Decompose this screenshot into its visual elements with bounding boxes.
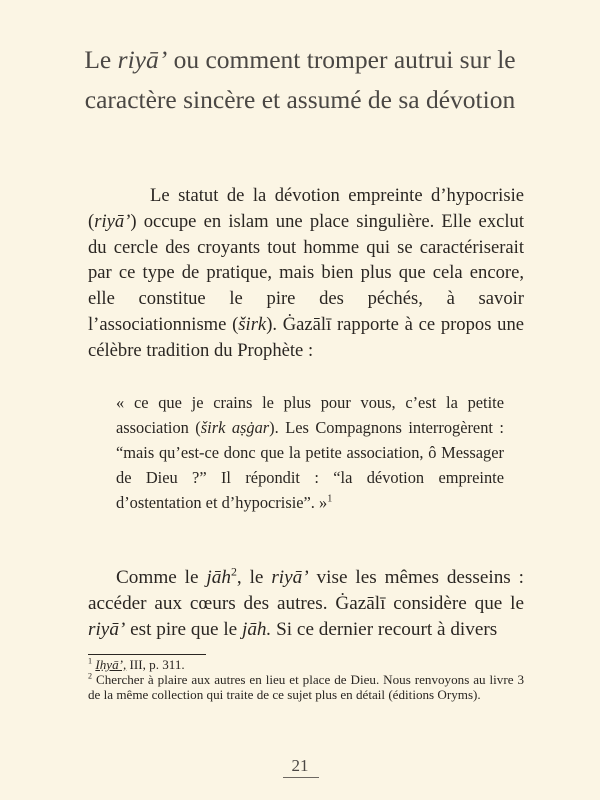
footnote-2 [88, 672, 524, 702]
paragraph-1 [88, 183, 524, 364]
footnote-ref-1: 1 [327, 493, 333, 505]
term-riya: riyā’ [94, 210, 131, 232]
paragraph-2-text-b: , le [236, 567, 272, 588]
quote-text-a: « ce que je crains le plus pour vous, c’est la petite association ( [116, 393, 504, 437]
term-riya-3: riyā’ [88, 619, 126, 640]
term-sirk-asghar: širk aṣġar [200, 418, 270, 437]
paragraph-2-text-a: Comme le [116, 567, 207, 588]
footnote-2-number: 2 [88, 671, 93, 681]
term-jah-2: jāh. [242, 619, 272, 640]
term-riya-2: riyā’ [271, 567, 309, 588]
paragraph-2 [88, 565, 524, 643]
title-part-2: ou comment tromper autrui sur le caractère sincère et assumé de sa dévotion [84, 45, 516, 114]
paragraph-1-text-a: Le statut de la dévotion empreinte d’hypocrisie ( [88, 185, 524, 232]
paragraph-2-text-e: Si ce dernier recourt à divers [271, 619, 498, 640]
quote-text-b: ). Les Compagnons interrogèrent : “mais qu’est-ce donc que la petite association, ô Messager de Dieu ?” Il répondit : “la dévotion empreinte d’ostentation et d’hypocrisie”. » [116, 418, 504, 512]
paragraph-2-text-c: vise les mêmes desseins : accéder aux cœurs des autres. Ġazālī considère que le [88, 567, 524, 614]
page-number-rule [283, 777, 319, 778]
paragraph-1-text-b: ) occupe en islam une place singulière. Elle exclut du cercle des croyants tout homme qui se caractériserait par ce type de pratique, mais bien plus que cela encore, elle constitue le pire des péchés, à savoir l’associationnisme ( [88, 210, 524, 335]
footnote-1 [88, 657, 524, 672]
footnote-separator [88, 654, 206, 655]
term-jah: jāh [206, 567, 231, 588]
chapter-title [40, 40, 560, 120]
footnote-1-number: 1 [88, 656, 93, 666]
title-part-1: Le [84, 45, 118, 74]
hadith-quote [116, 390, 504, 515]
paragraph-1-text-c: ). Ġazālī rapporte à ce propos une célèbre tradition du Prophète : [88, 313, 524, 361]
paragraph-2-text-d: est pire que le [125, 619, 242, 640]
footnote-1-title: Iḥyā’, [95, 657, 127, 672]
footnote-2-text: Chercher à plaire aux autres en lieu et place de Dieu. Nous renvoyons au livre 3 de la même collection qui traite de ce sujet plus en détail (éditions Oryms). [88, 672, 524, 702]
footnote-1-text: III, p. 311. [126, 657, 185, 672]
page-number: 21 [291, 756, 309, 775]
term-sirk: širk [238, 313, 267, 335]
footnotes [88, 657, 524, 702]
title-term: riyā’ [117, 45, 168, 74]
footnote-ref-2: 2 [230, 564, 237, 579]
